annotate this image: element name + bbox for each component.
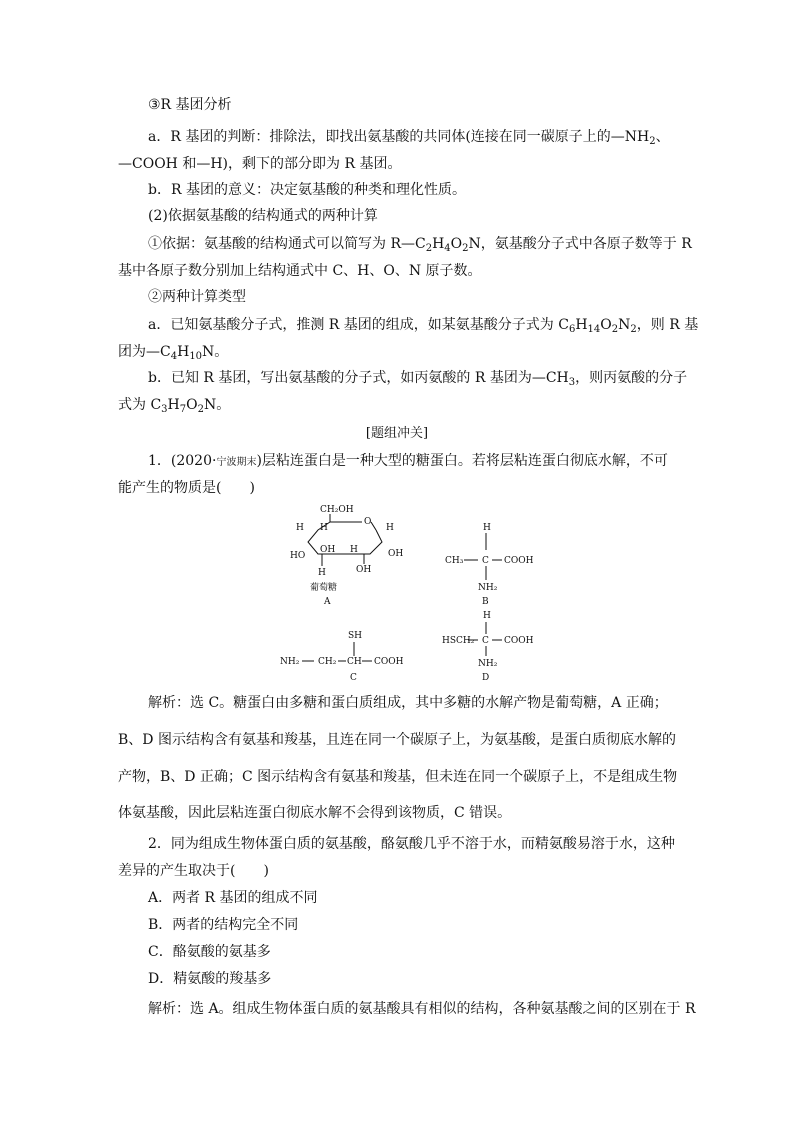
svg-text:COOH: COOH	[504, 636, 534, 646]
q1-line1: 1．(2020·宁波期末)层粘连蛋白是一种大型的糖蛋白。若将层粘连蛋白彻底水解，不可	[148, 453, 668, 469]
text-r-judgement-line2: —COOH 和—H)，剩下的部分即为 R 基团。	[118, 156, 402, 172]
svg-text:OH: OH	[388, 549, 404, 559]
svg-text:C: C	[482, 636, 489, 646]
svg-text:H: H	[483, 611, 491, 621]
molecule-c	[280, 631, 404, 683]
text-type-b-line2: 式为 $C_3H_7O_2N$。	[118, 397, 231, 415]
svg-text:OH: OH	[356, 565, 372, 575]
text-type-b-line1: b．已知 R 基团，写出氨基酸的分子式，如丙氨酸的 R 基团为$—CH_3$，则丙氨酸的分子	[148, 370, 688, 388]
svg-text:HSCH₂: HSCH₂	[442, 636, 475, 646]
text-basis-line1: ①依据：氨基酸的结构通式可以简写为 $R—C_2H_4O_2N$，氨基酸分子式中各原子数等于 R	[148, 236, 692, 254]
svg-text:SH: SH	[348, 631, 363, 641]
molecule-b-alanine	[445, 523, 534, 607]
svg-text:A: A	[324, 597, 331, 607]
q1-analysis-line2: B、D 图示结构含有氨基和羧基，且连在同一个碳原子上，为氨基酸，是蛋白质彻底水解的	[118, 732, 676, 748]
svg-text:C: C	[350, 673, 357, 683]
q2-option-d: D．精氨酸的羧基多	[148, 971, 272, 987]
svg-text:C: C	[482, 556, 489, 566]
svg-text:H: H	[296, 523, 304, 533]
q1-analysis-line4: 体氨基酸，因此层粘连蛋白彻底水解不会得到该物质，C 错误。	[118, 805, 512, 821]
svg-text:COOH: COOH	[374, 657, 404, 667]
svg-text:NH₂: NH₂	[280, 657, 300, 667]
svg-text:CH₂: CH₂	[318, 657, 337, 667]
svg-text:H: H	[320, 523, 328, 533]
svg-text:CH₂OH: CH₂OH	[320, 505, 354, 515]
svg-text:B: B	[482, 597, 489, 607]
svg-text:葡萄糖: 葡萄糖	[310, 583, 338, 593]
q2-analysis: 解析：选 A。组成生物体蛋白质的氨基酸具有相似的结构，各种氨基酸之间的区别在于 R	[148, 1001, 696, 1017]
q1-analysis-line3: 产物，B、D 正确；C 图示结构含有氨基和羧基，但未连在同一个碳原子上，不是组成生物	[118, 769, 678, 785]
molecule-d-cysteine	[442, 611, 534, 683]
q2-option-c: C．酪氨酸的氨基多	[148, 944, 271, 960]
q1-analysis-line1: 解析：选 C。糖蛋白由多糖和蛋白质组成，其中多糖的水解产物是葡萄糖，A 正确；	[148, 695, 668, 711]
svg-text:H: H	[318, 568, 326, 578]
text-basis-line2: 基中各原子数分别加上结构通式中 C、H、O、N 原子数。	[118, 263, 482, 279]
svg-text:NH₂: NH₂	[478, 583, 498, 593]
svg-text:D: D	[482, 673, 490, 683]
svg-text:O: O	[364, 517, 372, 527]
heading-calculation: (2)依据氨基酸的结构通式的两种计算	[148, 208, 378, 224]
text-type-a-line2: 团为$—C_4H_{10}N$。	[118, 344, 229, 362]
text-r-meaning: b．R 基团的意义：决定氨基酸的种类和理化性质。	[148, 182, 466, 198]
text-r-judgement-line1: a．R 基团的判断：排除法，即找出氨基酸的共同体(连接在同一碳原子上的$—NH_2$、	[148, 129, 670, 147]
svg-text:NH₂: NH₂	[478, 659, 498, 669]
q2-option-a: A．两者 R 基团的组成不同	[148, 890, 318, 906]
svg-text:H: H	[483, 523, 491, 533]
svg-text:H: H	[350, 545, 358, 555]
molecule-a-glucose	[290, 505, 403, 607]
text-type-a-line1: a．已知氨基酸分子式，推测 R 基团的组成，如某氨基酸分子式为 $C_6H_{14}O_2N_2$，则 R 基	[148, 317, 699, 335]
heading-calc-types: ②两种计算类型	[148, 289, 246, 305]
svg-text:COOH: COOH	[504, 556, 534, 566]
q2-line2: 差异的产生取决于( )	[118, 863, 269, 879]
q2-line1: 2．同为组成生物体蛋白质的氨基酸，酪氨酸几乎不溶于水，而精氨酸易溶于水，这种	[148, 836, 675, 852]
svg-text:CH: CH	[347, 657, 362, 667]
q1-line2: 能产生的物质是( )	[118, 480, 255, 496]
group-title: [题组冲关]	[365, 426, 429, 441]
svg-text:OH: OH	[320, 545, 336, 555]
q2-option-b: B．两者的结构完全不同	[148, 917, 299, 933]
heading-r-group: ③R 基团分析	[148, 97, 232, 113]
molecule-figure	[280, 500, 560, 685]
svg-text:HO: HO	[290, 551, 306, 561]
svg-text:CH₃: CH₃	[445, 556, 464, 566]
svg-text:H: H	[386, 523, 394, 533]
